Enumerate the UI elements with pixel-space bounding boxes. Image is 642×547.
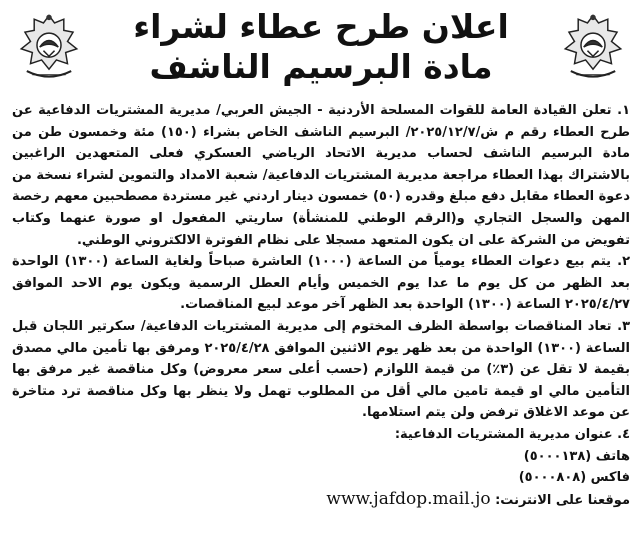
announcement-subtitle: مادة البرسيم الناشف bbox=[149, 46, 493, 86]
announcement-titles bbox=[98, 4, 544, 86]
clause-1: ١. تعلن القيادة العامة للقوات المسلحة الأردنية - الجيش العربي/ مديرية المشتريات الدفاعية عن طرح العطاء رقم م ش/٢٠٢٥/١٢/٧/ البرسيم الناشف الخاص بشراء (١٥٠) مئة وخمسون طن من مادة البرسيم الناشف لحساب مديرية الاتحاد الرياضي العسكري فعلى المتعهدين الراغبين بالاشتراك بهذا العطاء مراجعة مديرية المشتريات الدفاعية/ شعبة الامداد والتموين لشراء نسخة من دعوة العطاء مقابل دفع مبلغ وقدره (٥٠) خمسون دينار اردني غير مستردة مصطحبين معهم رخصة المهن والسجل التجاري و(الرقم الوطني للمنشأة) ساريتي المفعول او صورة عنهما وكتاب تفويض من الشركة على ان يكون المتعهد مسجلا على نظام الفوترة الالكتروني الوطني. bbox=[12, 103, 631, 248]
website-label: موقعنا على الانترنت: bbox=[495, 492, 630, 508]
jordan-armed-forces-emblem-icon bbox=[12, 10, 86, 84]
announcement-title: اعلان طرح عطاء لشراء bbox=[133, 7, 509, 46]
clause-3: ٣. تعاد المناقصات بواسطة الظرف المختوم إلى مديرية المشتريات الدفاعية/ سكرتير اللجان قبل الساعة (١٣٠٠) الواحدة من بعد ظهر يوم الاثنين الموافق ٢٠٢٥/٤/٢٨ ومرفق بها تأمين مالي مصدق بقيمة لا تقل عن (٣٪) من قيمة اللوازم (حسب أعلى سعر معروض) وكل مناقصة غير مرفق بها التأمين مالي او قيمة تامين مالي أقل من المطلوب تهمل ولا ينظر بها وكل مناقصة ترد متاخرة عن موعد الاغلاق ترفض ولن يتم استلامها. bbox=[12, 318, 630, 421]
clause-4: ٤. عنوان مديرية المشتريات الدفاعية: bbox=[394, 426, 630, 442]
phone-number: هاتف (٥٠٠٠١٣٨) bbox=[523, 448, 630, 464]
announcement-body bbox=[8, 100, 634, 511]
jordan-armed-forces-emblem-icon bbox=[556, 10, 630, 84]
announcement-header bbox=[8, 4, 634, 100]
website-line bbox=[12, 489, 630, 512]
fax-number: فاكس (٥٠٠٠٨٠٨) bbox=[518, 470, 630, 486]
website-link[interactable]: www.jafdop.mail.jo bbox=[326, 488, 491, 509]
clause-2: ٢. يتم بيع دعوات العطاء يومياً من الساعة (١٠٠٠) العاشرة صباحاً ولغاية الساعة (١٣٠٠) الواحدة بعد الظهر من كل يوم ما عدا يوم الخميس وأيام العطل الرسمية ويكون يوم الاحد الموافق ٢٠٢٥/٤/٢٧ الساعة (١٣٠٠) الواحدة بعد الظهر آخر موعد لبيع المناقصات. bbox=[12, 254, 631, 313]
